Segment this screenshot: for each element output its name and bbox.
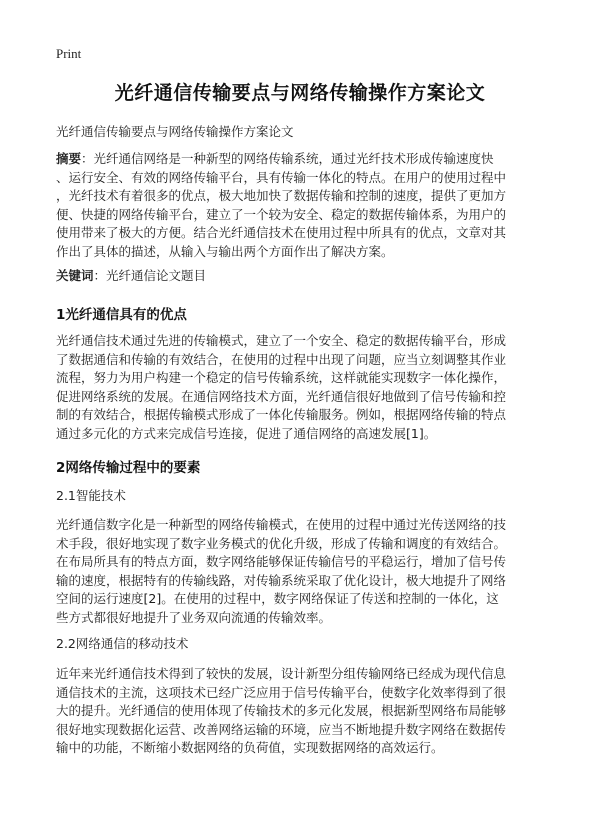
paragraph-line: 光纤通信技术通过先进的传输模式，建立了一个安全、稳定的数据传输平台，形成 — [56, 333, 507, 348]
section-2-heading: 2网络传输过程中的要素 — [56, 460, 201, 476]
abstract-line: 作出了具体的描述，从输入与输出两个方面作出了解决方案。 — [56, 243, 394, 259]
paragraph-line: 通过多元化的方式来完成信号连接，促进了通信网络的高速发展[1]。 — [56, 425, 437, 441]
paragraph-line: 通信技术的主流，这项技术已经广泛应用于信号传输平台，使数字化效率得到了很 — [56, 684, 507, 700]
section-1-paragraph — [56, 332, 550, 444]
keywords-label: 关键词 — [56, 268, 94, 283]
document-title: 光纤通信传输要点与网络传输操作方案论文 — [114, 82, 486, 104]
print-link[interactable]: Print — [56, 46, 82, 61]
abstract-line: 摘要：光纤通信网络是一种新型的网络传输系统，通过光纤技术形成传输速度快 — [56, 151, 494, 166]
paragraph-line: 制的有效结合，根据传输模式形成了一体化传输服务。例如，根据网络传输的特点 — [56, 407, 507, 423]
keywords-text: ：光纤通信论文题目 — [93, 268, 207, 283]
paragraph-line: 空间的运行速度[2]。在使用的过程中，数字网络保证了传送和控制的一体化，这 — [56, 591, 499, 607]
abstract-paragraph — [56, 150, 550, 262]
paragraph-line: 近年来光纤通信技术得到了较快的发展，设计新型分组传输网络已经成为现代信息 — [56, 666, 507, 681]
subsection-2-2-paragraph — [56, 665, 550, 758]
paragraph-line: 输的速度，根据特有的传输线路，对传输系统采取了优化设计，极大地提升了网络 — [56, 572, 507, 588]
abstract-line: 、运行安全、有效的网络传输平台，具有传输一体化的特点。在用户的使用过程中 — [56, 169, 507, 185]
paragraph-line: 促进网络系统的发展。在通信网络技术方面，光纤通信很好地做到了信号传输和控 — [56, 388, 507, 404]
abstract-label: 摘要 — [56, 151, 82, 166]
paragraph-line: 流程，努力为用户构建一个稳定的信号传输系统，这样就能实现数字一体化操作， — [56, 370, 507, 386]
abstract-line: 便、快捷的网络传输平台，建立了一个较为安全、稳定的数据传输体系，为用户的 — [56, 206, 507, 222]
section-1-heading: 1光纤通信具有的优点 — [56, 307, 187, 323]
document-subtitle: 光纤通信传输要点与网络传输操作方案论文 — [56, 124, 294, 139]
paragraph-line: 了数据通信和传输的有效结合，在使用的过程中出现了问题，应当立刻调整其作业 — [56, 351, 507, 367]
paragraph-line: 些方式都很好地提升了业务双向流通的传输效率。 — [56, 609, 332, 625]
paragraph-line: 光纤通信数字化是一种新型的网络传输模式，在使用的过程中通过光传送网络的技 — [56, 517, 507, 532]
subsection-2-1-paragraph — [56, 516, 550, 628]
keywords-line — [56, 267, 550, 286]
abstract-line: ，光纤技术有着很多的优点，极大地加快了数据传输和控制的速度，提供了更加方 — [56, 188, 507, 204]
paragraph-line: 输中的功能，不断缩小数据网络的负荷值，实现数据网络的高效运行。 — [56, 740, 444, 756]
paragraph-line: 在布局所具有的特点方面，数字网络能够保证传输信号的平稳运行，增加了信号传 — [56, 554, 507, 570]
paragraph-line: 很好地实现数据化运营、改善网络运输的环境，应当不断地提升数字网络在数据传 — [56, 721, 507, 737]
abstract-line: 使用带来了极大的方便。结合光纤通信技术在使用过程中所具有的优点，文章对其 — [56, 225, 507, 241]
paragraph-line: 大的提升。光纤通信的使用体现了传输技术的多元化发展，根据新型网络布局能够 — [56, 703, 507, 719]
subsection-2-2-heading: 2.2网络通信的移动技术 — [56, 636, 189, 651]
subsection-2-1-heading: 2.1智能技术 — [56, 488, 126, 503]
paragraph-line: 术手段，很好地实现了数字业务模式的优化升级，形成了传输和调度的有效结合。 — [56, 535, 507, 551]
